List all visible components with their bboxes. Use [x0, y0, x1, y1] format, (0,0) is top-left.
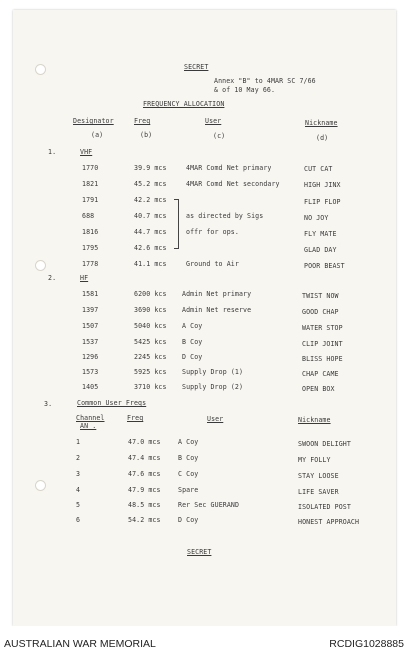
nickname-cell: CUT CAT [304, 165, 333, 173]
user-cell: D Coy [178, 516, 199, 524]
col-channel-sub: AN . [80, 422, 97, 430]
freq-cell: 44.7 mcs [134, 228, 167, 236]
nickname-cell: STAY LOOSE [298, 472, 339, 480]
nickname-cell: BLISS HOPE [302, 355, 343, 363]
user-cell: A Coy [182, 322, 203, 330]
freq-cell: 5040 kcs [134, 322, 167, 330]
channel-cell: 5 [76, 501, 81, 509]
col-nickname: Nickname [298, 416, 331, 424]
designator-cell: 1573 [82, 368, 99, 376]
punch-hole [35, 480, 46, 491]
freq-cell: 47.0 mcs [128, 438, 161, 446]
designator-cell: 688 [82, 212, 95, 220]
col-freq: Freq [134, 117, 151, 125]
user-cell: A Coy [178, 438, 199, 446]
freq-cell: 41.1 mcs [134, 260, 167, 268]
nickname-cell: FLY MATE [304, 230, 337, 238]
nickname-cell: POOR BEAST [304, 262, 345, 270]
nickname-cell: CLIP JOINT [302, 340, 343, 348]
user-cell: 4MAR Comd Net secondary [186, 180, 280, 188]
nickname-cell: HONEST APPROACH [298, 518, 360, 526]
user-cell: Ground to Air [186, 260, 239, 268]
user-cell: as directed by Sigs [186, 212, 264, 220]
col-freq: Freq [127, 414, 144, 422]
user-cell: Admin Net primary [182, 290, 252, 298]
designator-cell: 1770 [82, 164, 99, 172]
user-cell: B Coy [182, 338, 203, 346]
nickname-cell: WATER STOP [302, 324, 343, 332]
designator-cell: 1778 [82, 260, 99, 268]
freq-cell: 47.9 mcs [128, 486, 161, 494]
col-user: User [205, 117, 222, 125]
document-title: FREQUENCY ALLOCATION [143, 100, 225, 108]
classification-bottom: SECRET [187, 548, 212, 556]
user-cell: Spare [178, 486, 199, 494]
designator-cell: 1397 [82, 306, 99, 314]
nickname-cell: NO JOY [304, 214, 329, 222]
freq-cell: 54.2 mcs [128, 516, 161, 524]
user-cell: B Coy [178, 454, 199, 462]
col-sub-b: (b) [140, 131, 153, 139]
nickname-cell: LIFE SAVER [298, 488, 339, 496]
designator-cell: 1795 [82, 244, 99, 252]
user-cell: Supply Drop (2) [182, 383, 244, 391]
channel-cell: 3 [76, 470, 81, 478]
annex-date: & of 10 May 66. [214, 86, 276, 94]
freq-cell: 42.6 mcs [134, 244, 167, 252]
nickname-cell: HIGH JINX [304, 181, 341, 189]
classification-top: SECRET [184, 63, 209, 71]
freq-cell: 3710 kcs [134, 383, 167, 391]
designator-cell: 1816 [82, 228, 99, 236]
designator-cell: 1821 [82, 180, 99, 188]
freq-cell: 5425 kcs [134, 338, 167, 346]
designator-cell: 1791 [82, 196, 99, 204]
col-sub-d: (d) [316, 134, 329, 142]
punch-hole [35, 64, 46, 75]
freq-cell: 47.6 mcs [128, 470, 161, 478]
freq-cell: 48.5 mcs [128, 501, 161, 509]
designator-cell: 1507 [82, 322, 99, 330]
section-label: HF [80, 274, 89, 282]
freq-cell: 45.2 mcs [134, 180, 167, 188]
user-cell: 4MAR Comd Net primary [186, 164, 272, 172]
channel-cell: 4 [76, 486, 81, 494]
channel-cell: 2 [76, 454, 81, 462]
section-number: 3. [44, 400, 53, 408]
col-channel: Channel [76, 414, 105, 422]
user-cell: C Coy [178, 470, 199, 478]
nickname-cell: TWIST NOW [302, 292, 339, 300]
user-cell: Supply Drop (1) [182, 368, 244, 376]
section-number: 1. [48, 148, 57, 156]
user-cell: Rer Sec GUERAND [178, 501, 240, 509]
nickname-cell: FLIP FLOP [304, 198, 341, 206]
grouping-bracket [174, 199, 179, 249]
freq-cell: 40.7 mcs [134, 212, 167, 220]
freq-cell: 2245 kcs [134, 353, 167, 361]
designator-cell: 1405 [82, 383, 99, 391]
nickname-cell: GLAD DAY [304, 246, 337, 254]
col-designator: Designator [73, 117, 114, 125]
channel-cell: 1 [76, 438, 81, 446]
freq-cell: 3690 kcs [134, 306, 167, 314]
designator-cell: 1581 [82, 290, 99, 298]
freq-cell: 6200 kcs [134, 290, 167, 298]
designator-cell: 1296 [82, 353, 99, 361]
nickname-cell: GOOD CHAP [302, 308, 339, 316]
punch-hole [35, 260, 46, 271]
nickname-cell: SWOON DELIGHT [298, 440, 351, 448]
freq-cell: 42.2 mcs [134, 196, 167, 204]
freq-cell: 5925 kcs [134, 368, 167, 376]
col-nickname: Nickname [305, 119, 338, 127]
freq-cell: 47.4 mcs [128, 454, 161, 462]
nickname-cell: MY FOLLY [298, 456, 331, 464]
user-cell: Admin Net reserve [182, 306, 252, 314]
designator-cell: 1537 [82, 338, 99, 346]
channel-cell: 6 [76, 516, 81, 524]
reference-id: RCDIG1028885 [329, 638, 404, 650]
nickname-cell: OPEN BOX [302, 385, 335, 393]
source-label: AUSTRALIAN WAR MEMORIAL [4, 638, 156, 650]
nickname-cell: CHAP CAME [302, 370, 339, 378]
col-sub-c: (c) [213, 132, 226, 140]
section-label: Common User Freqs [77, 399, 147, 407]
freq-cell: 39.9 mcs [134, 164, 167, 172]
col-sub-a: (a) [91, 131, 104, 139]
nickname-cell: ISOLATED POST [298, 503, 351, 511]
user-cell: D Coy [182, 353, 203, 361]
annex-reference: Annex "B" to 4MAR SC 7/66 [214, 77, 316, 85]
section-number: 2. [48, 274, 57, 282]
col-user: User [207, 415, 224, 423]
section-label: VHF [80, 148, 93, 156]
archive-footer [0, 626, 408, 654]
user-cell: offr for ops. [186, 228, 239, 236]
